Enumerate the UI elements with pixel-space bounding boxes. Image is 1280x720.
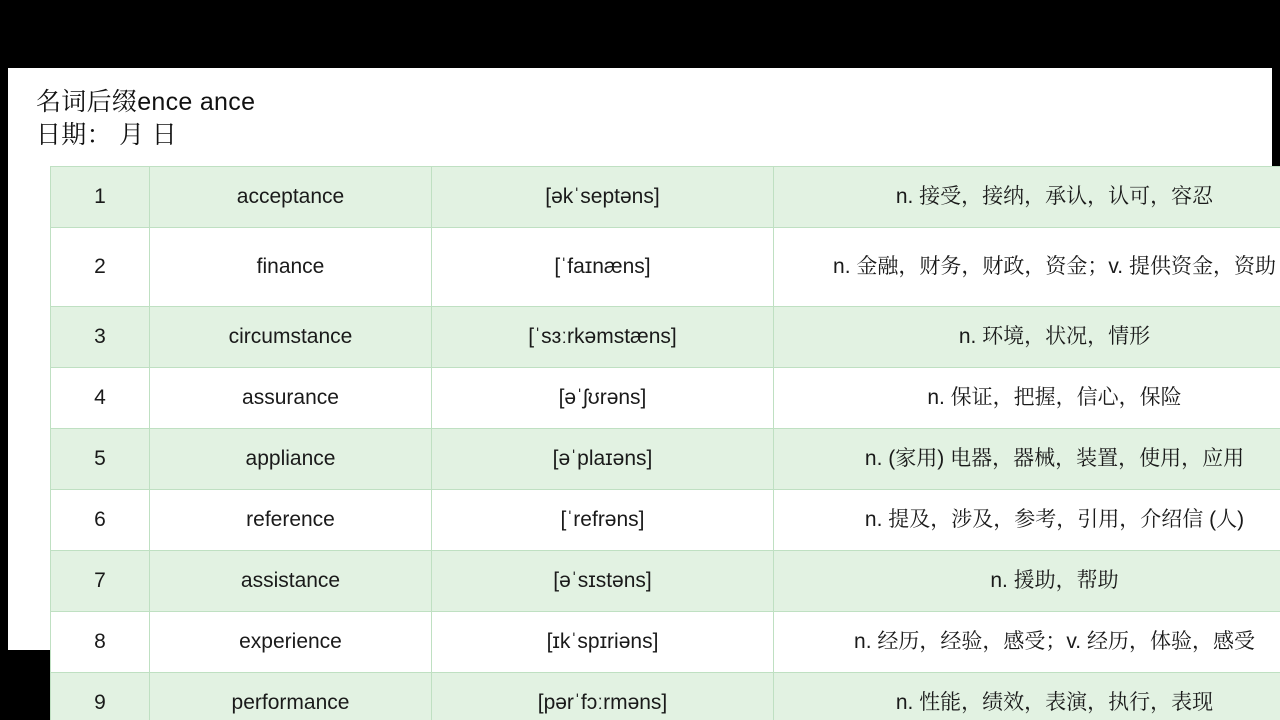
date-line: 日期： 月 日 <box>36 121 177 149</box>
row-number: 7 <box>51 551 150 612</box>
row-pronunciation: [ˈfaɪnæns] <box>432 228 774 307</box>
row-pronunciation: [əˈsɪstəns] <box>432 551 774 612</box>
row-meaning: n. (家用) 电器，器械，装置，使用，应用 <box>774 429 1280 490</box>
vocabulary-table <box>50 166 1280 720</box>
row-number: 2 <box>51 228 150 307</box>
table-row <box>51 490 1280 551</box>
table-row <box>51 368 1280 429</box>
row-meaning: n. 经历，经验，感受；v. 经历，体验，感受 <box>774 612 1280 673</box>
table-row <box>51 612 1280 673</box>
table-row <box>51 228 1280 307</box>
table-row <box>51 167 1280 228</box>
row-number: 4 <box>51 368 150 429</box>
row-number: 3 <box>51 307 150 368</box>
row-meaning: n. 援助，帮助 <box>774 551 1280 612</box>
slide-canvas <box>8 68 1276 714</box>
row-pronunciation: [ˈrefrəns] <box>432 490 774 551</box>
row-word: circumstance <box>150 307 432 368</box>
row-meaning: n. 性能，绩效，表演，执行，表现 <box>774 673 1280 720</box>
row-pronunciation: [pərˈfɔːrməns] <box>432 673 774 720</box>
table-row <box>51 673 1280 720</box>
row-word: experience <box>150 612 432 673</box>
row-number: 5 <box>51 429 150 490</box>
row-number: 9 <box>51 673 150 720</box>
row-pronunciation: [ˈsɜːrkəmstæns] <box>432 307 774 368</box>
row-meaning: n. 金融，财务，财政，资金；v. 提供资金，资助 <box>774 228 1280 307</box>
row-word: acceptance <box>150 167 432 228</box>
row-word: performance <box>150 673 432 720</box>
row-number: 8 <box>51 612 150 673</box>
row-pronunciation: [ɪkˈspɪriəns] <box>432 612 774 673</box>
row-meaning: n. 接受，接纳，承认，认可，容忍 <box>774 167 1280 228</box>
row-word: assistance <box>150 551 432 612</box>
row-word: reference <box>150 490 432 551</box>
row-number: 6 <box>51 490 150 551</box>
page-title: 名词后缀ence ance <box>36 88 256 116</box>
row-meaning: n. 提及，涉及，参考，引用，介绍信 (人) <box>774 490 1280 551</box>
row-pronunciation: [əkˈseptəns] <box>432 167 774 228</box>
row-word: assurance <box>150 368 432 429</box>
row-word: appliance <box>150 429 432 490</box>
vocabulary-table-body <box>51 167 1280 720</box>
row-pronunciation: [əˈplaɪəns] <box>432 429 774 490</box>
row-meaning: n. 环境，状况，情形 <box>774 307 1280 368</box>
row-number: 1 <box>51 167 150 228</box>
table-row <box>51 551 1280 612</box>
row-pronunciation: [əˈʃʊrəns] <box>432 368 774 429</box>
table-row <box>51 429 1280 490</box>
slide-title-block <box>36 86 1248 152</box>
table-row <box>51 307 1280 368</box>
row-meaning: n. 保证，把握，信心，保险 <box>774 368 1280 429</box>
row-word: finance <box>150 228 432 307</box>
